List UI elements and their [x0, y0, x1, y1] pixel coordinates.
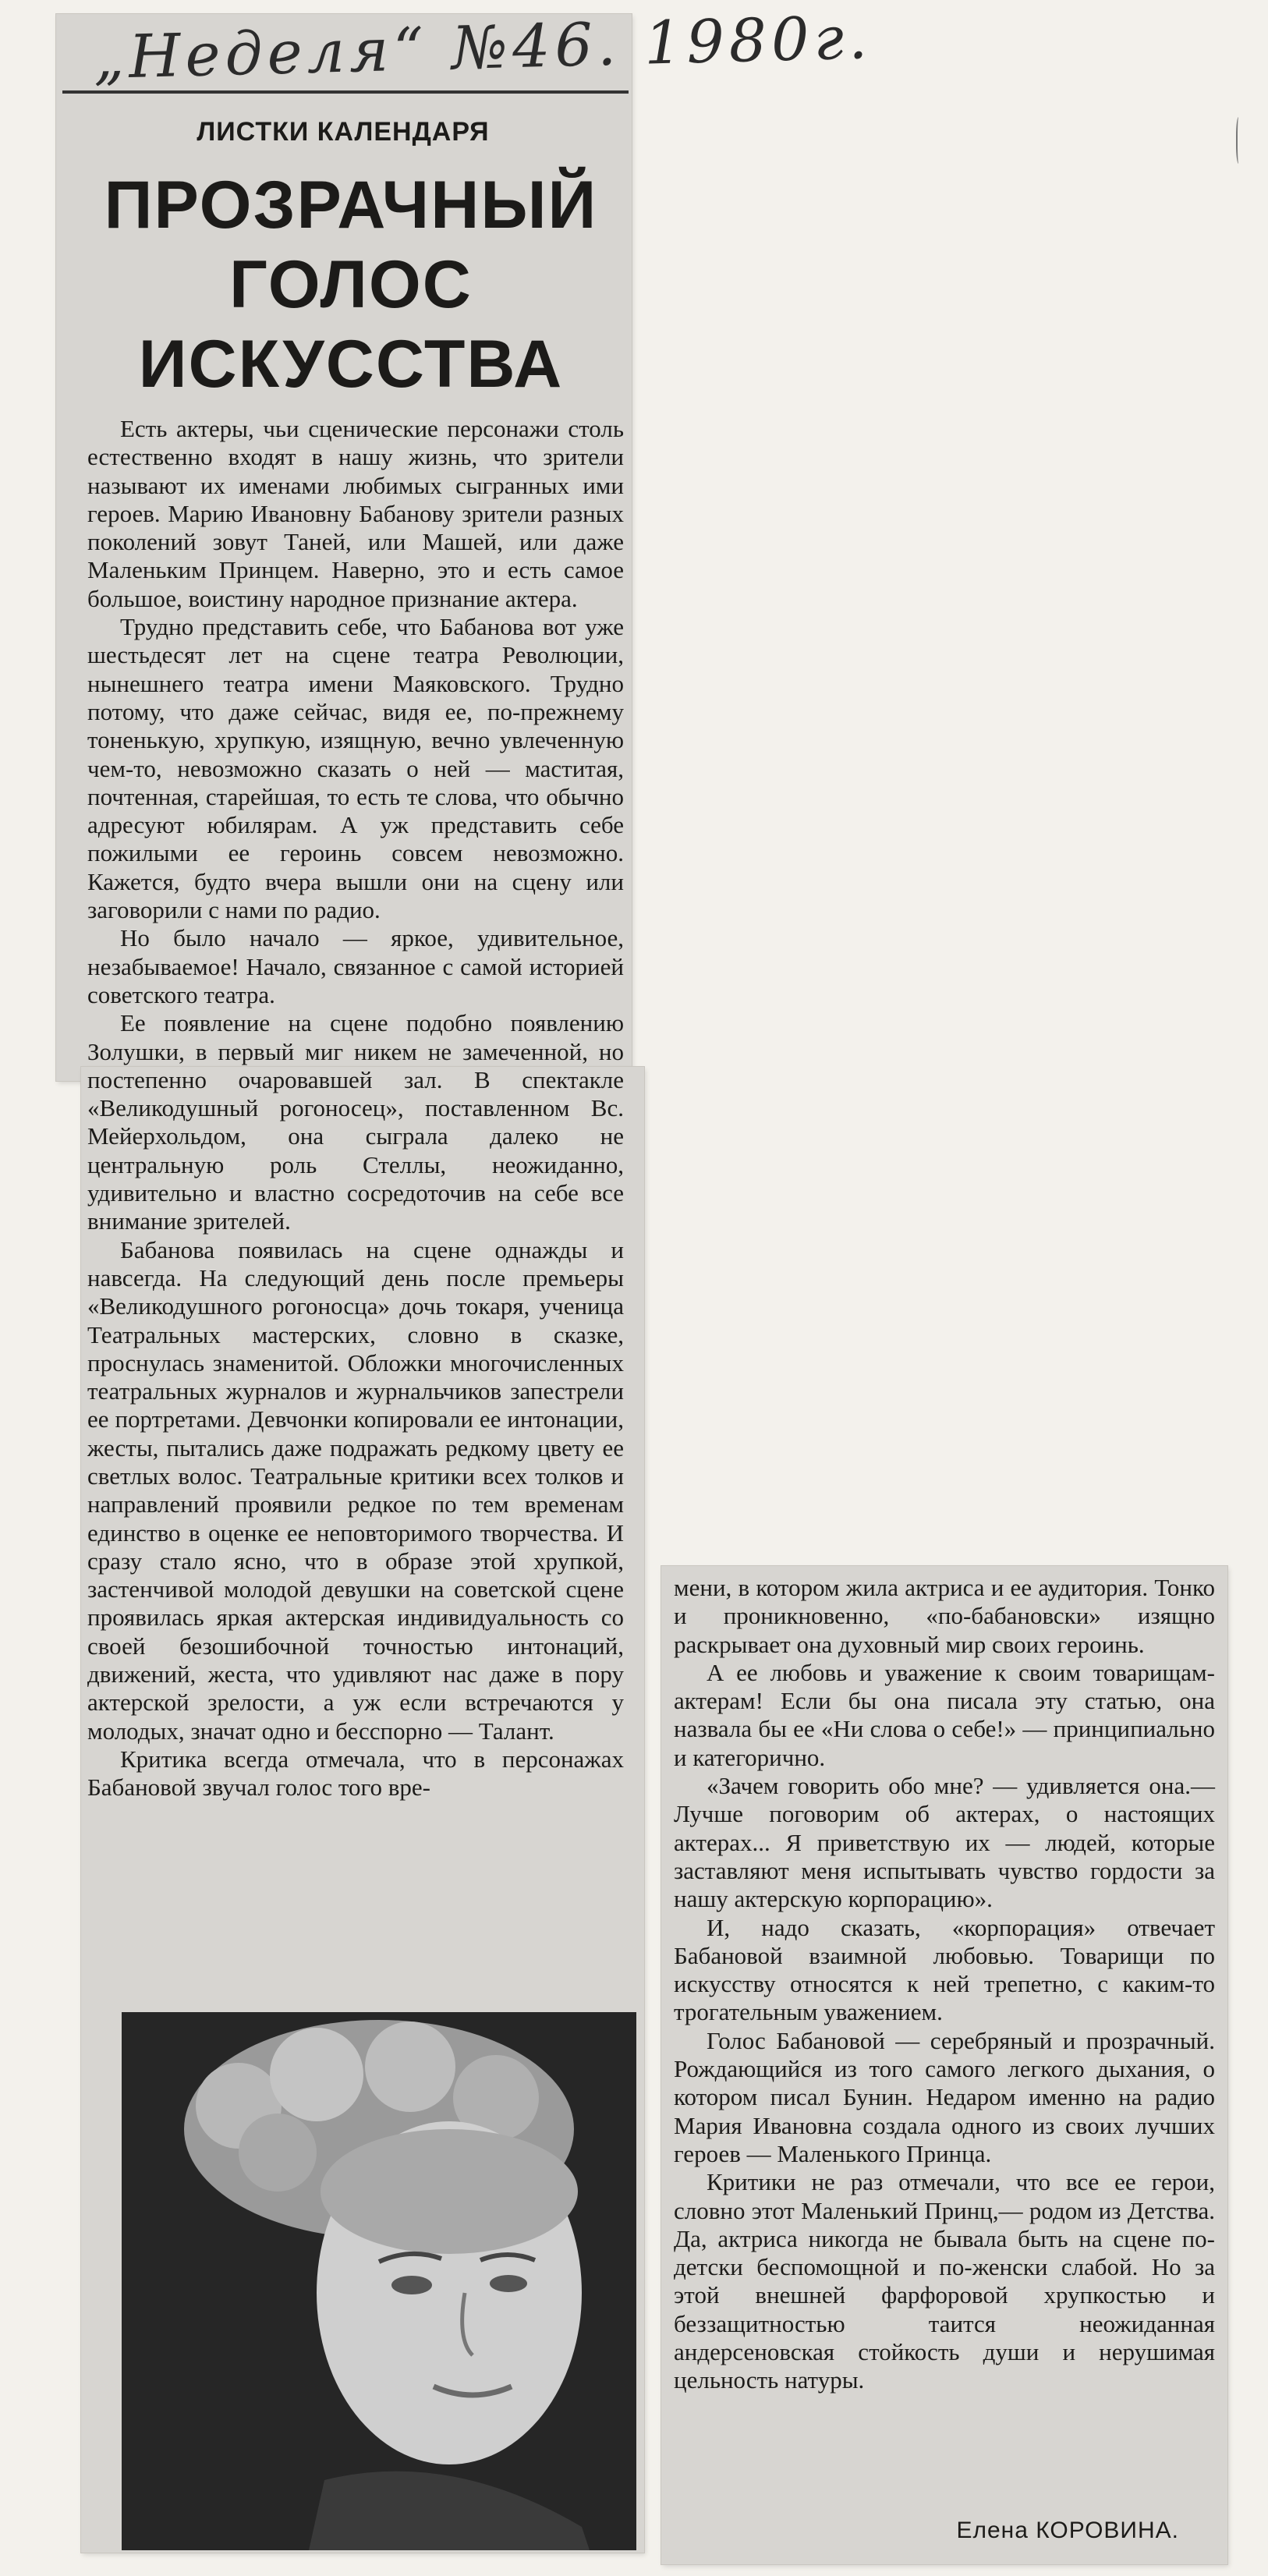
handwritten-source-note: „Неделя“ №46. 1980г. [92, 2, 873, 93]
header-underline [62, 90, 629, 94]
paragraph: Ее появление на сцене подобно появлению Золушки, в первый миг никем не замеченной, но постепенно очаровавшей зал. В спектакле «Великодушный рогоносец», поставленном Вс. Мейерхольдом, она сыграла далеко не центральную роль Стеллы, неожиданно, удивительно и властно сосредоточив на себе все внимание зрителей. [87, 1009, 624, 1235]
headline-line: ГОЛОС [229, 247, 473, 322]
paragraph: И, надо сказать, «корпорация» отвечает Бабановой взаимной любовью. Товарищи по искусству относятся к ней трепетно, с каким-то трогательным уважением. [674, 1913, 1215, 2026]
article-column-left [87, 415, 624, 1802]
headline-line: ПРОЗРАЧНЫЙ [104, 168, 598, 243]
headline-line: ИСКУССТВА [138, 327, 564, 402]
paragraph: Трудно представить себе, что Бабанова вот уже шестьдесят лет на сцене театра Революции, нынешнего театра имени Маяковского. Трудно потому, что даже сейчас, видя ее, по-прежнему тоненькую, хрупкую, изящную, вечно увлеченную чем-то, невозможно сказать о ней — маститая, почтенная, старейшая, то есть те слова, что обычно адресуют юбилярам. А уж представить себе пожилыми ее героинь совсем невозможно. Кажется, будто вчера вышли они на сцену или заговорили с нами по радио. [87, 613, 624, 924]
portrait-photo [122, 2012, 636, 2550]
paragraph: А ее любовь и уважение к своим товарищам-актерам! Если бы она писала эту статью, она назвала бы ее «Ни слова о себе!» — принципиально и категорично. [674, 1658, 1215, 1771]
paragraph: Критика всегда отмечала, что в персонажах Бабановой звучал голос того вре- [87, 1745, 624, 1802]
paragraph: Но было начало — яркое, удивительное, незабываемое! Начало, связанное с самой историей советского театра. [87, 924, 624, 1008]
paragraph: Бабанова появилась на сцене однажды и навсегда. На следующий день после премьеры «Великодушного рогоносца» дочь токаря, ученица Театральных мастерских, словно в сказке, проснулась знаменитой. Обложки многочисленных театральных журналов и журнальчиков запестрели ее портретами. Девчонки копировали ее интонации, жесты, пытались даже подражать редкому цвету ее светлых волос. Театральные критики всех толков и направлений проявили редкое по тем временам единство в оценке ее неповторимого творчества. И сразу стало ясно, что в образе этой хрупкой, застенчивой молодой девушки на советской сцене проявилась яркая актерская индивидуальность со своей безошибочной точностью интонаций, движений, жеста, что удивляют нас даже в пору актерской зрелости, а уж если встречаются у молодых, значат одно и бесспорно — Талант. [87, 1235, 624, 1745]
paragraph: мени, в котором жила актриса и ее аудитория. Тонко и проникновенно, «по-бабановски» изящно раскрывает она духовный мир своих героинь. [674, 1574, 1215, 1658]
portrait-drawing [122, 2012, 636, 2550]
paragraph: Критики не раз отмечали, что все ее герои, словно этот Маленький Принц,— родом из Детства. Да, актриса никогда не бывала быть на сцене по-детски беспомощной и по-женски слабой. Но за этой внешней фарфоровой хрупкостью и беззащитностью таится неожиданная андерсеновская стойкость души и нерушимая цельность натуры. [674, 2168, 1215, 2394]
paper-edge-mark [1236, 117, 1242, 164]
paragraph: «Зачем говорить обо мне? — удивляется она.—Лучше поговорим об актерах, о настоящих актерах... Я приветствую их — людей, которые заставляют меня испытывать чувство гордости за нашу актерскую корпорацию». [674, 1772, 1215, 1913]
paragraph: Есть актеры, чьи сценические персонажи столь естественно входят в нашу жизнь, что зрители называют их именами любимых сыгранных ими героев. Марию Ивановну Бабанову зрители разных поколений зовут Таней, или Машей, или даже Маленьким Принцем. Наверно, это и есть самое большое, воистину народное признание актера. [87, 415, 624, 612]
headline [78, 165, 624, 404]
paragraph: Голос Бабановой — серебряный и прозрачный. Рождающийся из того самого легкого дыхания, о котором писал Бунин. Недаром именно на радио Мария Ивановна создала одного из своих лучших героев — Маленького Принца. [674, 2026, 1215, 2167]
author-byline: Елена КОРОВИНА. [956, 2518, 1179, 2543]
article-column-right [674, 1574, 1215, 2395]
rubric: ЛИСТКИ КАЛЕНДАРЯ [197, 117, 490, 147]
